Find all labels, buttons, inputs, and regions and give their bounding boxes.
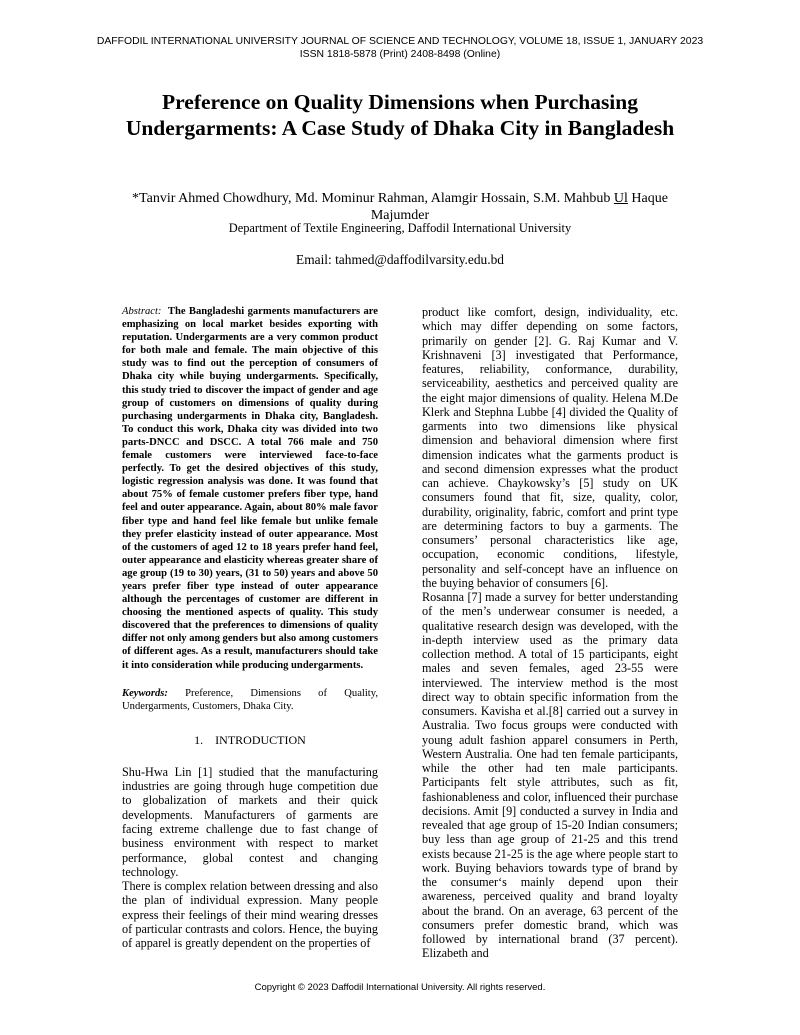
issn-line: ISSN 1818-5878 (Print) 2408-8498 (Online) <box>299 48 501 60</box>
journal-name: DAFFODIL INTERNATIONAL UNIVERSITY JOURNAL OF SCIENCE AND TECHNOLOGY, VOLUME 18, ISSUE 1, JANUARY 2023 <box>96 36 704 47</box>
author-list <box>120 190 680 224</box>
section-heading: 1. INTRODUCTION <box>194 732 306 747</box>
authors-part-1: *Tanvir Ahmed Chowdhury, Md. Mominur Rahman, Alamgir Hossain, S.M. Mahbub <box>132 191 614 206</box>
paper-title: Preference on Quality Dimensions when Purchasing Undergarments: A Case Study of Dhaka City in Bangladesh <box>125 90 675 140</box>
copyright-footer: Copyright © 2023 Daffodil International University. All rights reserved. <box>254 982 546 993</box>
left-column <box>122 305 378 951</box>
paragraph: Shu-Hwa Lin [1] studied that the manufacturing industries are going through huge competition due to globalization of markets and their quick developments. Manufacturers of garments are facing extreme challenge due to fast change of business environment with respect to market performance, global contest and changing technology. <box>122 764 378 879</box>
paragraph: product like comfort, design, individuality, etc. which may differ depending on some factors, primarily on gender [2]. G. Raj Kumar and V. Krishnaveni [3] investigated that Performance, features, reliability, conformance, durability, serviceability, aesthetics and perceived quality are the eight major dimensions of quality. Helena M.De Klerk and Stephna Lubbe [4] divided the Quality of garments into two dimensions like physical dimension and behavioral dimension where first dimension indicates what the garments product is and second dimension expresses what the product can achieve. Chaykowsky’s [5] study on UK consumers found that fit, size, quality, color, durability, originality, fabric, comfort and print type are determining factors to buy a garments. The consumers’ personal characteristics like age, occupation, economic conditions, lifestyle, personality and self-concept have an influence on the buying behavior of consumers [6]. <box>422 305 678 590</box>
journal-header <box>0 36 800 61</box>
contact-email: Email: tahmed@daffodilvarsity.edu.bd <box>296 252 504 267</box>
keywords-text: Preference, Dimensions of Quality, Undergarments, Customers, Dhaka City. <box>122 687 378 712</box>
paragraph: Rosanna [7] made a survey for better understanding of the men’s underwear consumer is needed, a qualitative research design was developed, with the in-depth interview used as the primary data collection method. A total of 15 participants, eight males and seven females, aged 23-55 were interviewed. The interview method is the most direct way to obtain specific information from the consumers. Kavisha et al.[8] carried out a survey in Australia. Two focus groups were conducted with young adult fashion apparel consumers in Perth, Western Australia. One had ten female participants, while the other had ten male participants. Participants felt style attributes, such as fit, fashionableness and color, influenced their purchase decisions. Amit [9] conducted a survey in India and revealed that age group of 15-20 Indian consumers; buy less than age group of 21-25 and this trend exists because 21-25 is the age where people start to work. Buying behaviors towards type of brand by the consumer‘s mainly depend upon their awareness, perceived quality and brand loyalty about the brand. On an average, 63 percent of the consumers prefer domestic brand, which was followed by international brand (37 percent). Elizabeth and <box>422 590 678 961</box>
abstract-label: Abstract: <box>122 306 162 317</box>
keywords <box>122 687 378 713</box>
affiliation: Department of Textile Engineering, Daffodil International University <box>228 221 572 235</box>
authors-underlined: Ul <box>613 191 628 206</box>
authors-part-2: Haque Majumder <box>370 191 668 223</box>
paragraph: There is complex relation between dressing and also the plan of individual expression. Many people express their feelings of their mind wearing dresses of particular contrasts and colors. Hence, the buying of apparel is greatly dependent on the properties of <box>122 879 378 951</box>
abstract-text: The Bangladeshi garments manufacturers are emphasizing on local market besides exporting with reputation. Undergarments are a very common product for both male and female. The main objective of this study was to find out the perception of consumers of Dhaka city while buying undergarments. Specifically, this study tried to discover the impact of gender and age group of customers on dimensions of quality during purchasing undergarments in Dhaka city, Bangladesh. To conduct this work, Dhaka city was divided into two parts-DNCC and DSCC. A total 766 male and 750 female customers were interviewed face-to-face perfectly. To get the desired objectives of this study, logistic regression analysis was done. It was found that about 75% of female customer prefers fiber type, hand feel and outer appearance. Again, about 80% male favor fiber type and hand feel like female but unlike female they prefer elasticity instead of outer appearance. Most of the customers of aged 12 to 18 years prefer hand feel, outer appearance and elasticity whereas greater share of age group (19 to 30) years, (31 to 50) years and above 50 years prefer fiber type instead of outer appearance although the percentages of customer are different in choosing the mentioned aspects of quality. This study discovered that the preferences to dimensions of quality differ not only among genders but also among customers of different ages. As a result, manufacturers should take it into consideration while producing undergarments. <box>122 306 379 671</box>
keywords-label: Keywords: <box>122 687 168 699</box>
abstract <box>122 305 378 672</box>
right-column <box>422 305 678 961</box>
